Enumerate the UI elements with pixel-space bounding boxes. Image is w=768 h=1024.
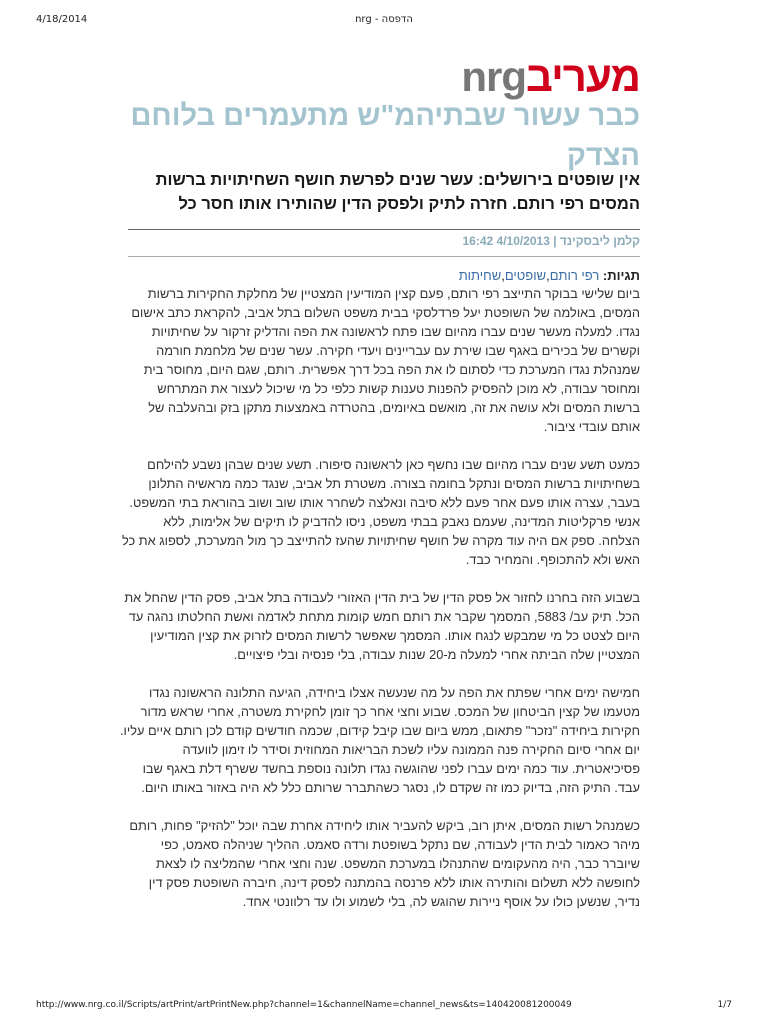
tags-label: תגיות: <box>602 268 640 283</box>
article-paragraph: כשמנהל רשות המסים, איתן רוב, ביקש להעביר אותו ליחידה אחרת שבה יוכל "להזיק" פחות, רותם מיהר כאמור לבית הדין לעבודה, שם נתקל בשופטת ורדה סאמט. ההליך שניהלה סאמט, כפי שיוברר כבר, היה מהעקומים שהתנהלו במערכת המשפט. שנה וחצי אחרי שהמליצה לו לצאת לחופשה ללא תשלום והותירה אותו ללא פרנסה בהמתנה לפסק דינה, חיברה השופטת פסק דין נדיר, שנשען כולו על אוסף ניירות שהוגש לה, בלי לשמוע ולו עד רלוונטי אחד. <box>129 818 640 909</box>
tag-link[interactable]: שחיתות <box>458 268 502 283</box>
print-url: http://www.nrg.co.il/Scripts/artPrint/artPrintNew.php?channel=1&channelName=channel_news&ts=140420081200049 <box>36 1000 572 1010</box>
article-body <box>120 284 640 930</box>
tag-link[interactable]: שופטים <box>504 268 547 283</box>
article-paragraph: חמישה ימים אחרי שפתח את הפה על מה שנעשה אצלו ביחידה, הגיעה התלונה הראשונה נגדו מטעמו של קצין הביטחון של המכס. שבוע וחצי אחר כך זומן לחקירת משטרה, אחרי שראש מדור חקירות ביחידה "נזכר" פתאום, ממש ביום שבו קיבל קידום, שכמה חודשים קודם לכן רותם איים עליו. יום אחרי סיום החקירה פנה הממונה עליו לשכת הבריאות המחוזית וסידר לו זימון לוועדה פסיכיאטרית. עוד כמה ימים עברו לפני שהוגשה נגדו תלונה נוספת בחשד ששרף דלת באגף שבו עבד. התיק הזה, בדיוק כמו זה שקדם לו, נסגר כשהתברר שרותם כלל לא היה באזור באותו היום. <box>119 685 640 795</box>
print-date: 4/18/2014 <box>36 14 88 25</box>
print-header <box>36 14 732 30</box>
site-logo[interactable] <box>461 52 640 102</box>
tag-link[interactable]: רפי רותם <box>549 268 600 283</box>
print-footer <box>36 1000 732 1010</box>
divider <box>128 229 640 230</box>
article-byline: קלמן ליבסקינד | 4/10/2013 16:42 <box>462 234 640 248</box>
article-paragraph: כמעט תשע שנים עברו מהיום שבו נחשף כאן לראשונה סיפורו. תשע שנים שבהן נשבע להילחם בשחיתויות ברשות המסים ונתקל בחומה בצורה. משטרת תל אביב, שנגד כמה מראשיה התלונן בעבר, עצרה אותו פעם אחר פעם ללא סיבה ונאלצה לשחרר אותו שוב ושוב בהוראת בתי המשפט. אנשי פרקליטות המדינה, שעמם נאבק בבתי משפט, ניסו להדביק לו תיקים של אלימות, ללא הצלחה. ספק אם היה עוד מקרה של חושף שחיתויות שהעז להתייצב כך מול המערכת, לספוג את כל האש ולא להתכופף. והמחיר כבד. <box>122 457 640 567</box>
print-title: nrg - הדפסה <box>355 14 413 25</box>
logo-maariv: מעריב <box>526 53 640 100</box>
article-subheadline: אין שופטים בירושלים: עשר שנים לפרשת חושף השחיתויות ברשות המסים רפי רותם. חזרה לתיק ולפסק הדין שהותירו אותו חסר כל <box>155 171 640 213</box>
article-paragraph: בשבוע הזה בחרנו לחזור אל פסק הדין של בית הדין האזורי לעבודה בתל אביב, פסק הדין שהחל את הכל. תיק עב/ 5883, המסמך שקבר את רותם חמש קומות מתחת לאדמה ואשת החלטתו נהגה עד היום לצטט כל מי שמבקש לנגח אותו. המסמך שאפשר לרשות המסים לזרוק את קצין המודיעין המצטיין שלה הביתה אחרי למעלה מ-20 שנות עבודה, בלי פנסיה ובלי פיצויים. <box>124 590 640 662</box>
tags-section: תגיות: רפי רותם,שופטים,שחיתות <box>458 268 640 283</box>
logo-nrg: nrg <box>461 53 527 100</box>
article-headline: כבר עשור שבתיהמ"ש מתעמרים בלוחם הצדק <box>130 100 640 172</box>
divider <box>128 256 640 257</box>
article-paragraph: ביום שלישי בבוקר התייצב רפי רותם, פעם קצין המודיעין המצטיין של מחלקת החקירות ברשות המסים, באולמה של השופטת יעל פרדלסקי בבית משפט השלום בתל אביב, להקראת כתב אישום נגדו. למעלה מעשר שנים עברו מהיום שבו פתח לראשונה את הפה והדליק זרקור על שחיתויות וקשרים של בכירים באגף שבו שירת עם עבריינים ויעדי חקירה. עשר שנים של מלחמת חורמה שמנהלת נגדו המערכת כדי לסתום לו את הפה בכל דרך אפשרית. רותם, שגם היום, מחוסר בית ומחוסר עבודה, לא מוכן להפסיק להפנות טענות קשות כלפי כל מי שיכול לעצור את המתרחש ברשות המסים ולא עושה את זה, מואשם באיומים, בהטרדה באמצעות מתקן בזק ובהעלבה של אותם עובדי ציבור. <box>131 286 640 434</box>
page-number: 1/7 <box>717 1000 732 1010</box>
